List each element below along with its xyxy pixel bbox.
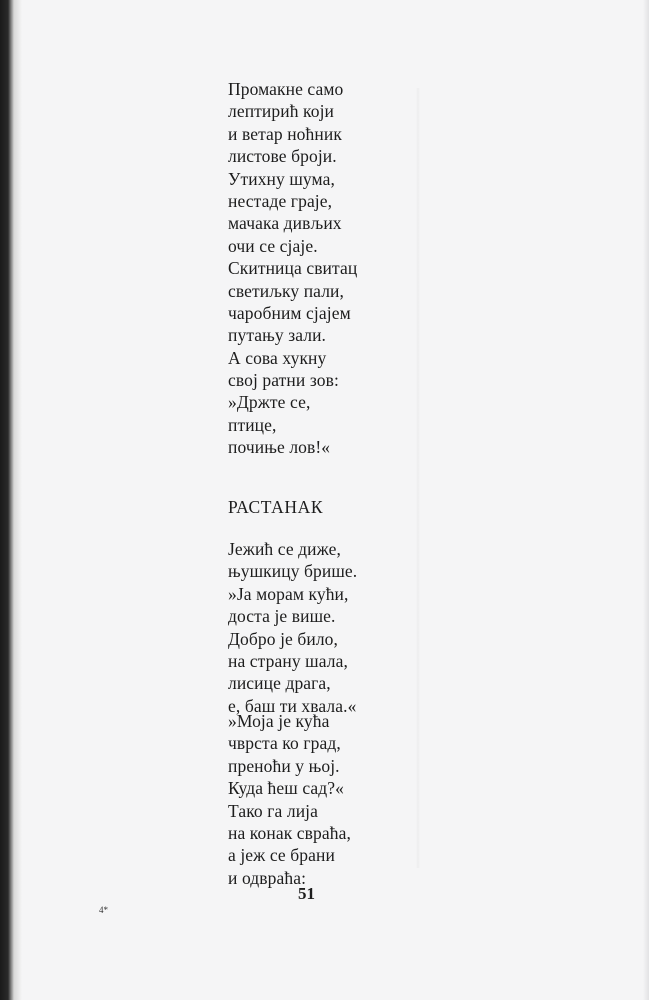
page-edge (643, 0, 649, 1000)
poem-stanza (228, 78, 357, 459)
poem-line: Добро је било, (228, 628, 338, 649)
poem-line: на конак свраћа, (228, 822, 351, 843)
poem-line: и ветар ноћник (228, 123, 342, 144)
poem-line: чврста ко град, (228, 733, 341, 754)
poem-line: преноћи у њој. (228, 755, 340, 776)
page-number: 51 (298, 884, 315, 903)
poem-line: Утихну шума, (228, 168, 335, 189)
poem-line: и одвраћа: (228, 867, 307, 888)
show-through (416, 88, 420, 868)
poem-line: светиљку пали, (228, 280, 344, 301)
poem-line: нестаде граје, (228, 190, 333, 211)
poem-title: РАСТАНАК (228, 497, 324, 517)
poem-line: лептирић који (228, 101, 335, 122)
page-gutter-shadow (0, 0, 22, 1000)
poem-stanza (228, 710, 351, 889)
poem-line: Тако га лија (228, 800, 319, 821)
poem-line: почиње лов!« (228, 437, 331, 458)
poem-line: њушкицу брише. (228, 561, 358, 582)
poem-line: чаробним сјајем (228, 302, 351, 323)
poem-line: е, баш ти хвала.« (228, 695, 357, 716)
poem-line: »Моја је кућа (228, 711, 330, 731)
poem-line: листове броји. (228, 146, 337, 167)
poem-line: лисице драга, (228, 673, 331, 694)
poem-line: »Ја морам кући, (228, 583, 349, 604)
poem-line: свој ратни зов: (228, 370, 339, 391)
poem-line: »Држте се, (228, 392, 311, 413)
poem-line: птице, (228, 414, 277, 435)
poem-line: Скитница свитац (228, 258, 358, 279)
poem-line: очи се сјаје. (228, 235, 318, 256)
signature-mark: 4* (99, 905, 108, 915)
poem-line: Куда ћеш сад?« (228, 778, 344, 799)
poem-line: путању зали. (228, 325, 327, 346)
poem-line: мачака дивљих (228, 213, 342, 234)
poem-line: Јежић се диже, (228, 539, 341, 559)
poem-line: а јеж се брани (228, 845, 335, 866)
poem-stanza (228, 538, 357, 717)
poem-line: А сова хукну (228, 347, 327, 368)
poem-line: на страну шала, (228, 650, 348, 671)
poem-line: доста је више. (228, 606, 336, 627)
poem-line: Промакне само (228, 79, 344, 99)
